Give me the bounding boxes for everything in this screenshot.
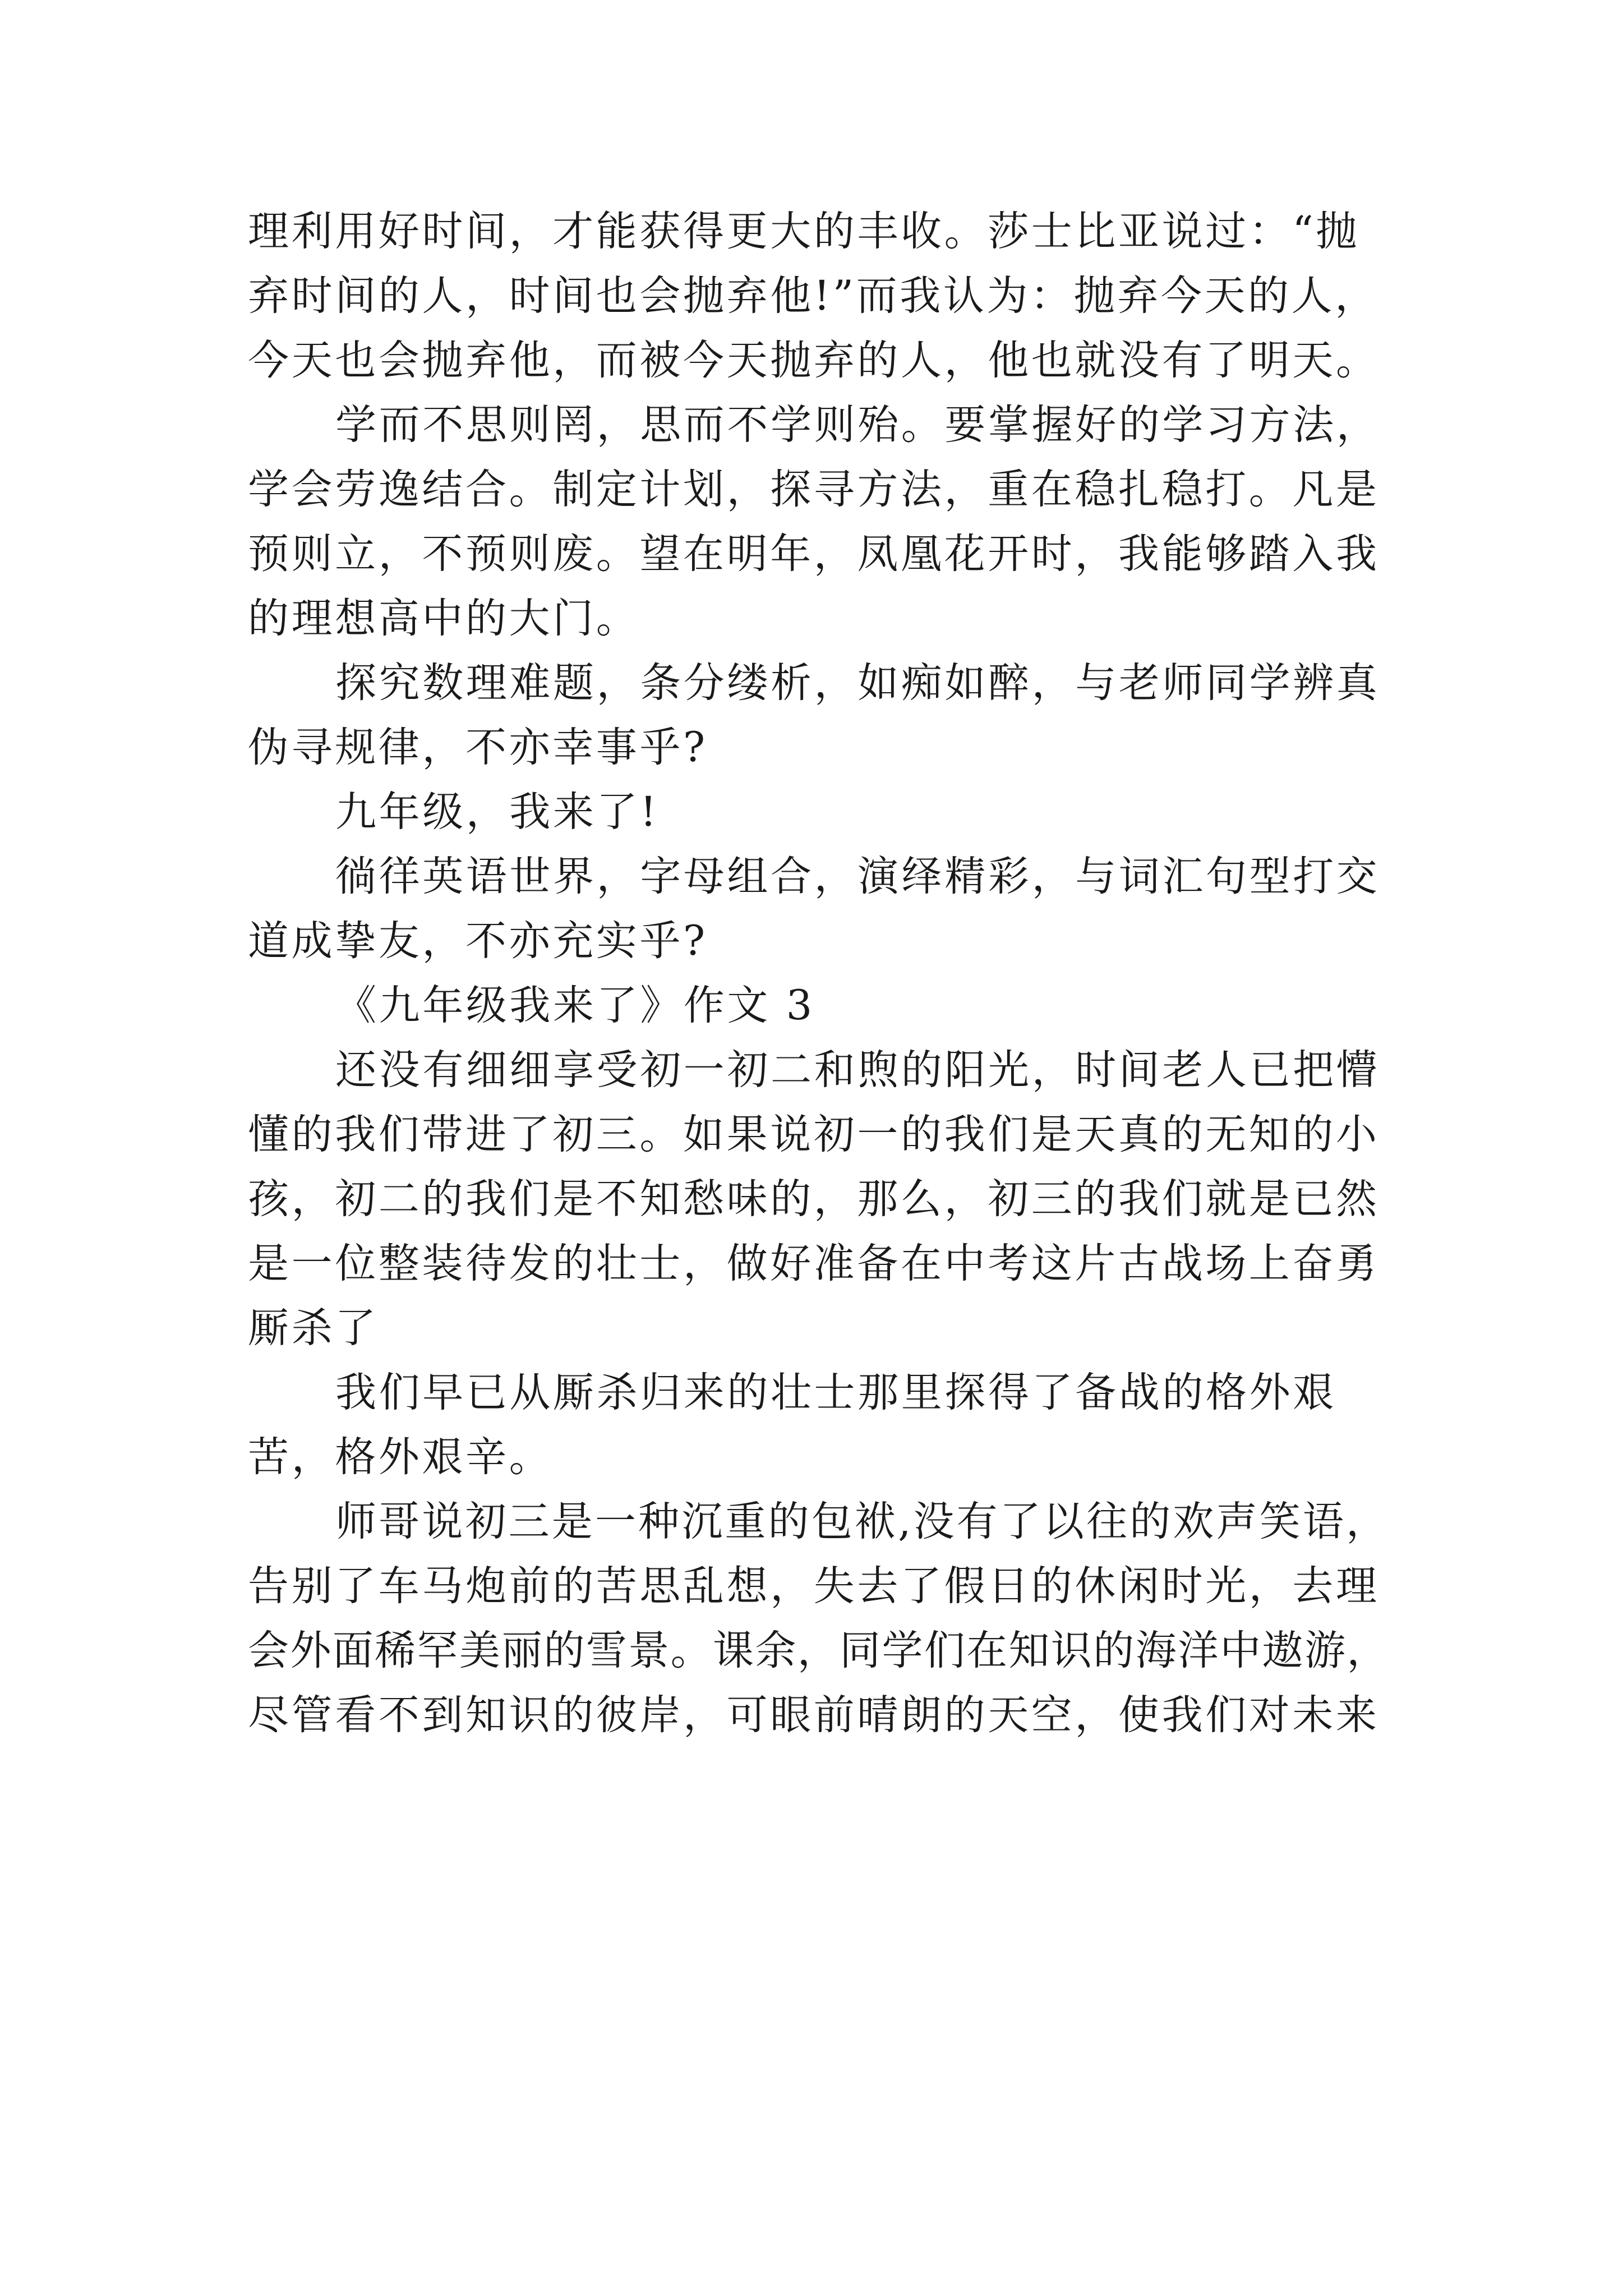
text-line: 懂的我们带进了初三。如果说初一的我们是天真的无知的小 (248, 1111, 1380, 1158)
text-line: 《九年级我来了》作文 3 (335, 982, 815, 1029)
text-line: 探究数理难题，条分缕析，如痴如醉，与老师同学辨真 (335, 659, 1380, 707)
text-line: 我们早已从厮杀归来的壮士那里探得了备战的格外艰 (335, 1369, 1336, 1416)
text-line: 道成挚友，不亦充实乎? (248, 917, 708, 965)
text-line: 的理想高中的大门。 (248, 595, 640, 642)
text-line: 师哥说初三是一种沉重的包袱,没有了以往的欢声笑语， (335, 1498, 1390, 1545)
text-line: 学会劳逸结合。制定计划，探寻方法，重在稳扎稳打。凡是 (248, 466, 1380, 513)
text-line: 预则立，不预则废。望在明年，凤凰花开时，我能够踏入我 (248, 530, 1380, 578)
text-line: 九年级，我来了! (335, 788, 660, 836)
text-line: 今天也会抛弃他，而被今天抛弃的人，他也就没有了明天。 (248, 337, 1380, 384)
text-line: 徜徉英语世界，字母组合，演绎精彩，与词汇句型打交 (335, 853, 1380, 900)
text-line: 学而不思则罔，思而不学则殆。要掌握好的学习方法， (335, 401, 1380, 449)
text-line: 厮杀了 (248, 1304, 379, 1352)
text-line: 弃时间的人，时间也会抛弃他!”而我认为：抛弃今天的人， (248, 272, 1378, 320)
text-line: 尽管看不到知识的彼岸，可眼前晴朗的天空，使我们对未来 (248, 1691, 1380, 1739)
text-line: 还没有细细享受初一初二和煦的阳光，时间老人已把懵 (335, 1046, 1380, 1094)
text-line: 理利用好时间，才能获得更大的丰收。莎士比亚说过：“抛 (248, 208, 1359, 255)
text-line: 苦，格外艰辛。 (248, 1433, 553, 1481)
text-line: 孩，初二的我们是不知愁味的，那么，初三的我们就是已然 (248, 1175, 1380, 1223)
text-line: 会外面稀罕美丽的雪景。课余，同学们在知识的海洋中遨游， (248, 1627, 1389, 1674)
text-line: 告别了车马炮前的苦思乱想，失去了假日的休闲时光，去理 (248, 1562, 1380, 1610)
text-line: 是一位整装待发的壮士，做好准备在中考这片古战场上奋勇 (248, 1240, 1380, 1287)
text-line: 伪寻规律，不亦幸事乎? (248, 724, 708, 771)
essay-body (248, 199, 1392, 1747)
